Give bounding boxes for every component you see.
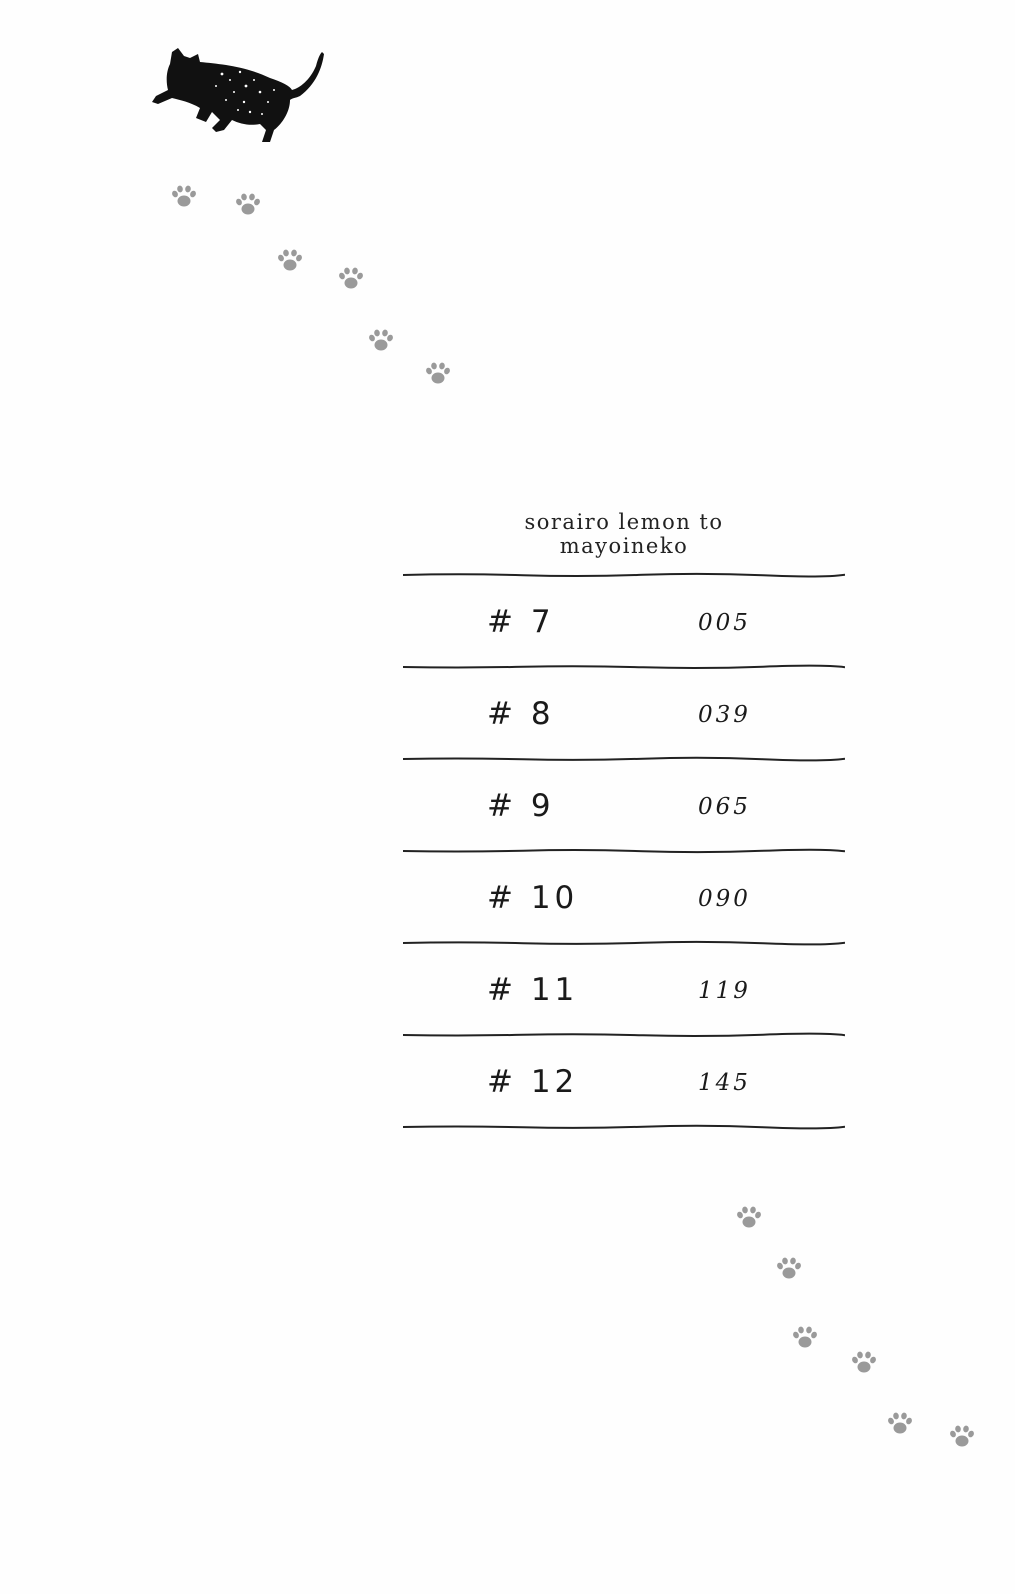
book-title-line-2: mayoineko (559, 534, 689, 558)
toc-entry[interactable] (403, 854, 845, 940)
book-title (403, 510, 845, 558)
paw-print-icon (948, 1424, 976, 1450)
paw-print-icon (886, 1411, 914, 1437)
paw-print-icon (170, 184, 198, 210)
paw-print-icon (850, 1350, 878, 1376)
chapter-label: # 10 (487, 880, 579, 916)
chapter-label: # 12 (487, 1064, 579, 1100)
toc-entry[interactable] (403, 670, 845, 756)
page-number: 065 (698, 794, 751, 820)
paw-print-icon (424, 361, 452, 387)
chapter-label: # 9 (487, 788, 555, 824)
page-number: 119 (698, 978, 751, 1004)
toc-entry[interactable] (403, 946, 845, 1032)
paw-print-icon (276, 248, 304, 274)
page-number: 039 (698, 702, 751, 728)
paw-print-icon (735, 1205, 763, 1231)
chapter-label: # 8 (487, 696, 555, 732)
cat-silhouette-icon (150, 46, 325, 146)
paw-print-icon (775, 1256, 803, 1282)
paw-print-icon (234, 192, 262, 218)
paw-print-icon (791, 1325, 819, 1351)
page-number: 005 (698, 610, 751, 636)
page-number: 090 (698, 886, 751, 912)
paw-print-icon (337, 266, 365, 292)
toc-entry[interactable] (403, 1038, 845, 1124)
book-title-line-1: sorairo lemon to (524, 510, 724, 534)
paw-print-icon (367, 328, 395, 354)
chapter-label: # 7 (487, 604, 555, 640)
toc-entry[interactable] (403, 578, 845, 664)
page-number: 145 (698, 1070, 751, 1096)
chapter-label: # 11 (487, 972, 579, 1008)
toc-entry[interactable] (403, 762, 845, 848)
divider-rule (403, 1124, 845, 1130)
table-of-contents (403, 510, 845, 1130)
